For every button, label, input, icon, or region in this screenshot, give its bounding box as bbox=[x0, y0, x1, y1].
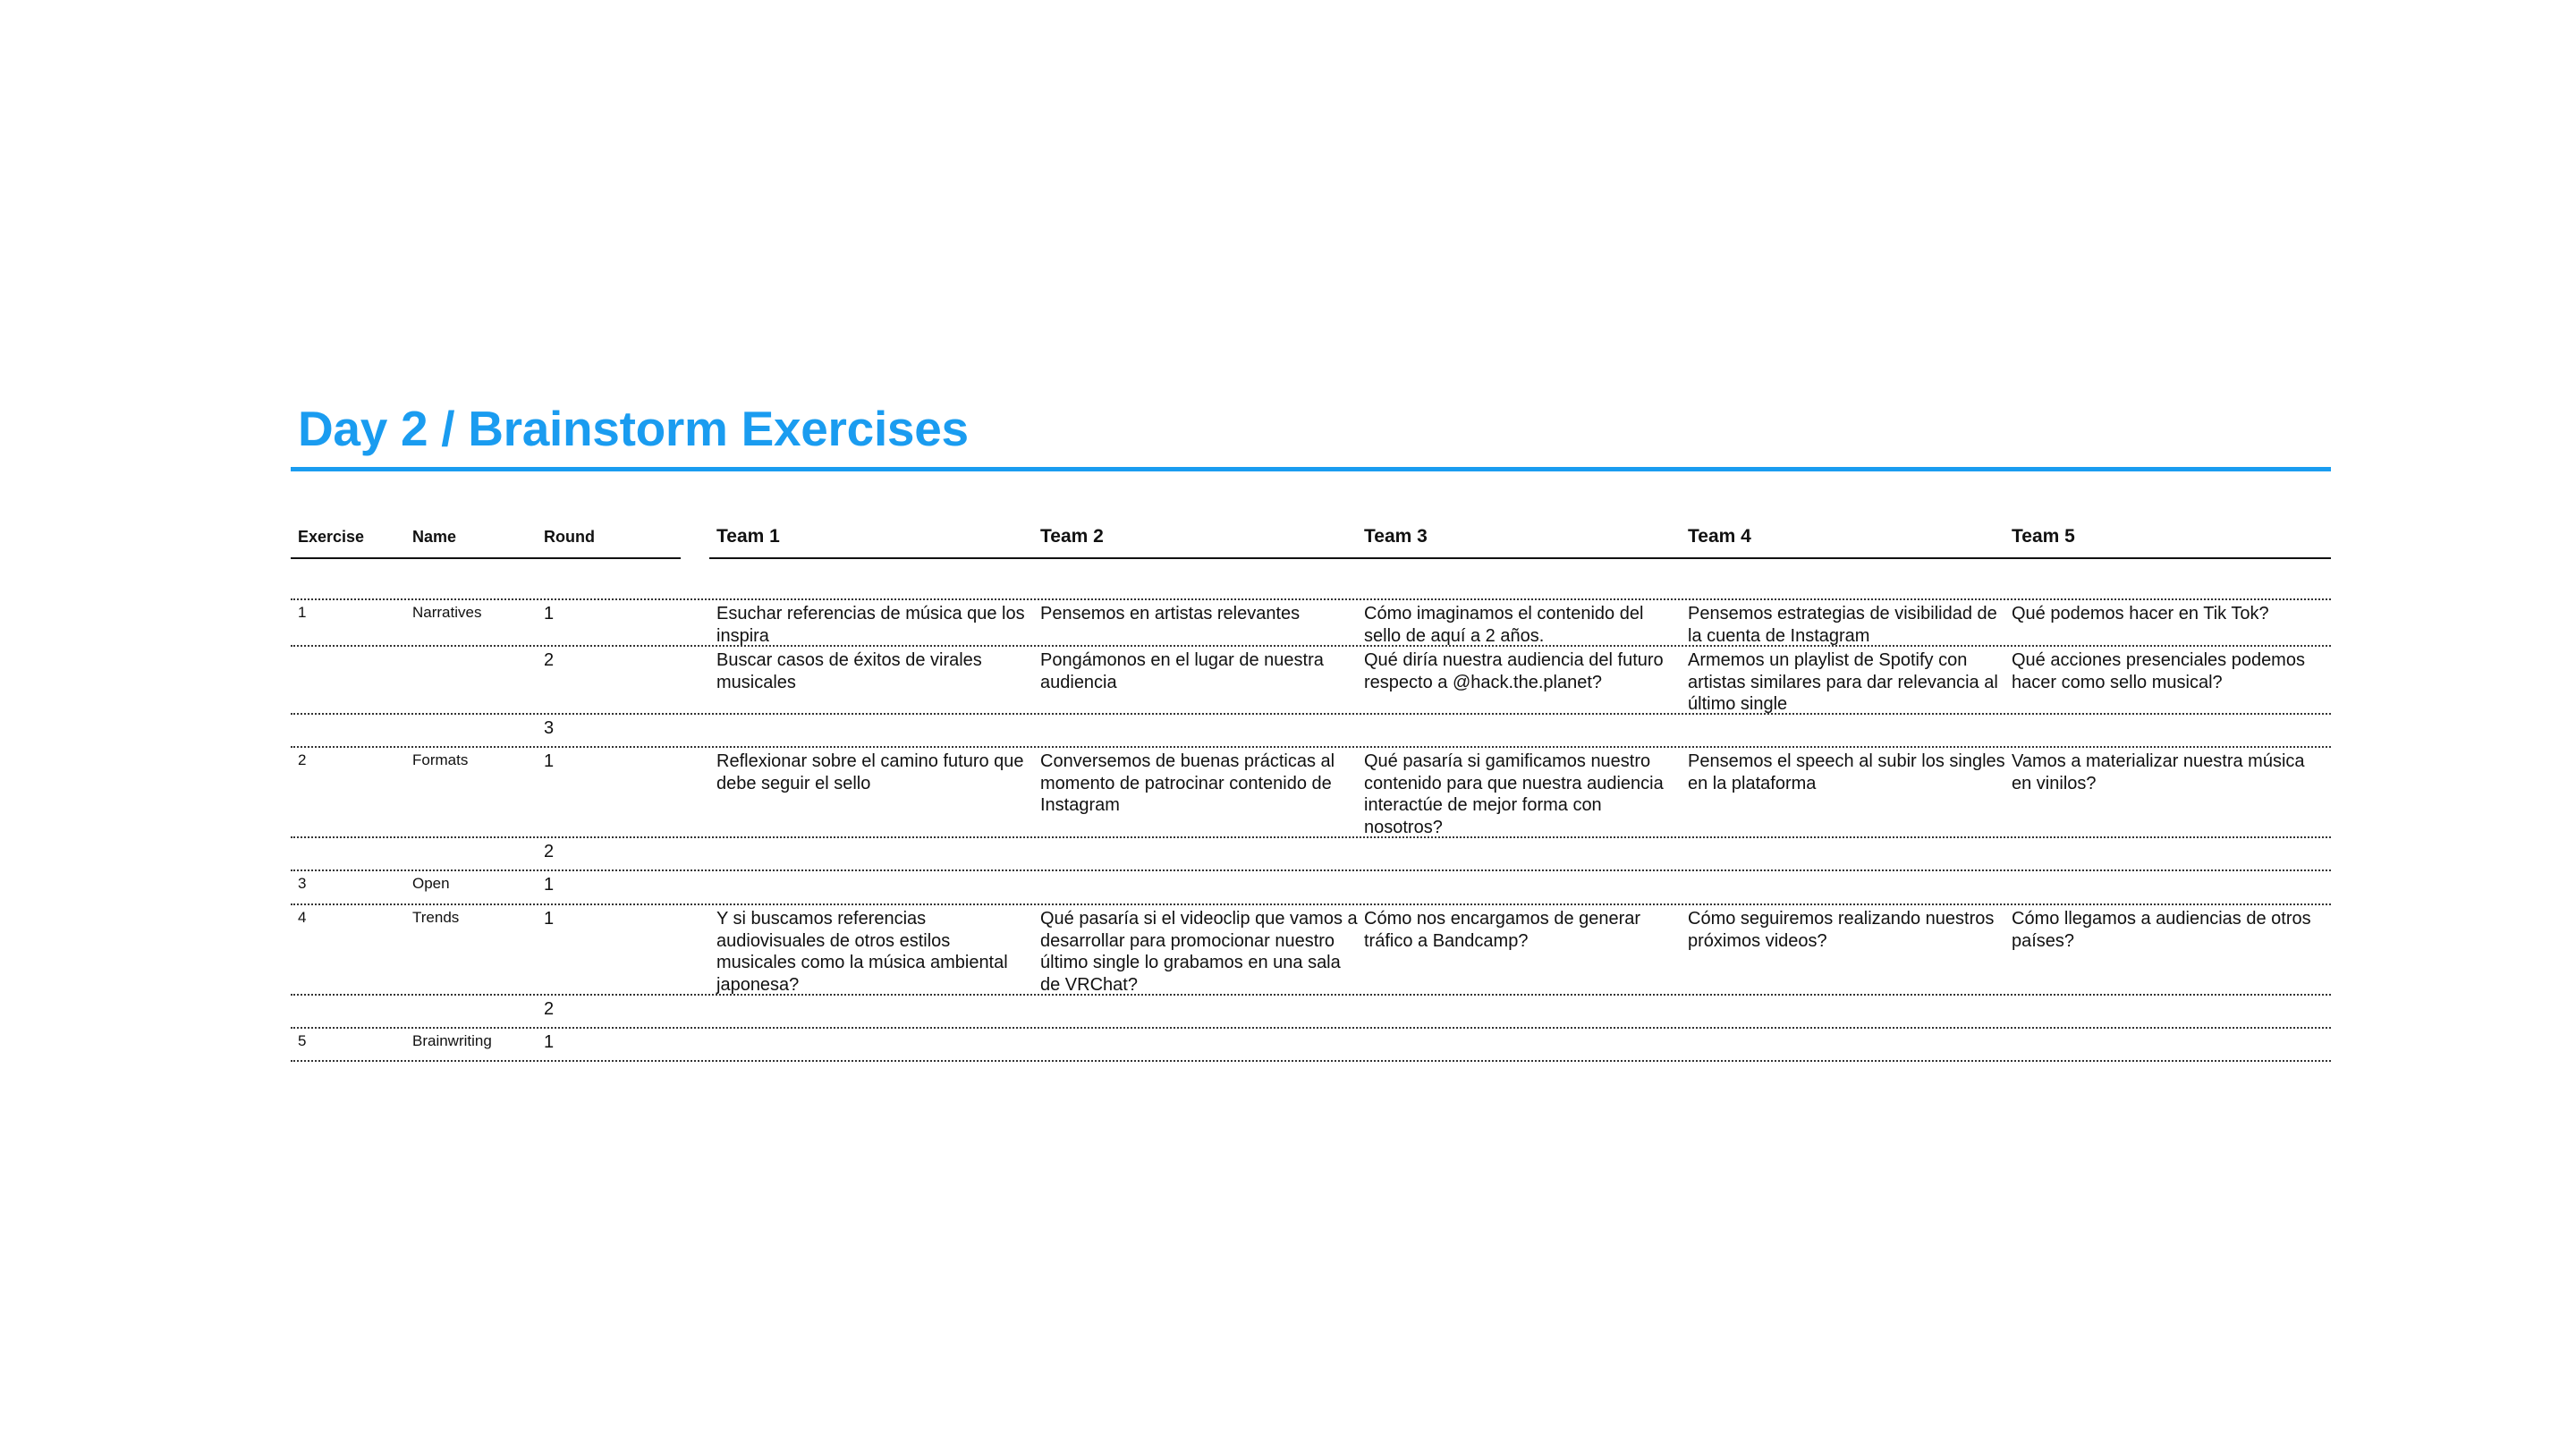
table-row bbox=[291, 903, 2331, 994]
round-number: 1 bbox=[544, 1032, 555, 1052]
exercise-number: 4 bbox=[298, 909, 307, 926]
team-2-cell: Conversemos de buenas prácticas al momento de patrocinar contenido de Instagram bbox=[1040, 751, 1335, 815]
team-5-cell: Qué acciones presenciales podemos hacer como sello musical? bbox=[2012, 650, 2305, 692]
round-number: 1 bbox=[544, 604, 555, 623]
team-5-cell: Vamos a materializar nuestra música en vinilos? bbox=[2012, 751, 2305, 793]
table-row bbox=[291, 713, 2331, 746]
header-team-3: Team 3 bbox=[1364, 526, 1428, 547]
round-number: 2 bbox=[544, 650, 555, 670]
table-header bbox=[291, 519, 2331, 561]
team-5-cell: Qué podemos hacer en Tik Tok? bbox=[2012, 604, 2269, 623]
header-team-1: Team 1 bbox=[716, 526, 780, 547]
table-row bbox=[291, 994, 2331, 1027]
team-3-cell: Qué diría nuestra audiencia del futuro respecto a @hack.the.planet? bbox=[1364, 650, 1664, 692]
exercise-name: Trends bbox=[412, 909, 460, 926]
header-rule-left bbox=[291, 557, 681, 559]
team-4-cell: Pensemos estrategias de visibilidad de la cuenta de Instagram bbox=[1688, 604, 1997, 646]
team-4-cell: Cómo seguiremos realizando nuestros próximos videos? bbox=[1688, 909, 1995, 951]
team-1-cell: Reflexionar sobre el camino futuro que debe seguir el sello bbox=[716, 751, 1024, 793]
exercise-name: Brainwriting bbox=[412, 1032, 492, 1049]
page-title: Day 2 / Brainstorm Exercises bbox=[298, 401, 969, 456]
table-row bbox=[291, 836, 2331, 869]
team-5-cell: Cómo llegamos a audiencias de otros países? bbox=[2012, 909, 2311, 951]
team-4-cell: Pensemos el speech al subir los singles en la plataforma bbox=[1688, 751, 2005, 793]
team-1-cell: Buscar casos de éxitos de virales musicales bbox=[716, 650, 982, 692]
round-number: 3 bbox=[544, 718, 555, 738]
round-number: 2 bbox=[544, 999, 555, 1019]
round-number: 1 bbox=[544, 751, 555, 771]
round-number: 2 bbox=[544, 842, 555, 861]
title-underline bbox=[291, 467, 2331, 471]
round-number: 1 bbox=[544, 875, 555, 895]
exercise-name: Narratives bbox=[412, 604, 482, 621]
team-3-cell: Cómo nos encargamos de generar tráfico a Bandcamp? bbox=[1364, 909, 1641, 951]
exercise-name: Formats bbox=[412, 751, 469, 768]
header-rule-right bbox=[709, 557, 2331, 559]
team-2-cell: Pensemos en artistas relevantes bbox=[1040, 604, 1301, 623]
header-exercise: Exercise bbox=[298, 528, 365, 546]
exercise-number: 3 bbox=[298, 875, 307, 892]
table-row bbox=[291, 1027, 2331, 1062]
header-spacer bbox=[291, 561, 2331, 598]
team-1-cell: Y si buscamos referencias audiovisuales de otros estilos musicales como la música ambiental japonesa? bbox=[716, 909, 1008, 995]
header-round: Round bbox=[544, 528, 595, 546]
exercise-number: 1 bbox=[298, 604, 307, 621]
round-number: 1 bbox=[544, 909, 555, 929]
exercise-number: 2 bbox=[298, 751, 307, 768]
header-team-4: Team 4 bbox=[1688, 526, 1751, 547]
table-row bbox=[291, 598, 2331, 645]
exercise-name: Open bbox=[412, 875, 450, 892]
exercises-table bbox=[291, 519, 2331, 1062]
header-team-5: Team 5 bbox=[2012, 526, 2075, 547]
team-4-cell: Armemos un playlist de Spotify con artistas similares para dar relevancia al último single bbox=[1688, 650, 1998, 714]
table-row bbox=[291, 645, 2331, 713]
table-row bbox=[291, 869, 2331, 903]
team-2-cell: Qué pasaría si el videoclip que vamos a desarrollar para promocionar nuestro último single lo grabamos en una sala de VRChat? bbox=[1040, 909, 1358, 995]
header-team-2: Team 2 bbox=[1040, 526, 1104, 547]
team-3-cell: Qué pasaría si gamificamos nuestro contenido para que nuestra audiencia interactúe de mejor forma con nosotros? bbox=[1364, 751, 1664, 837]
exercise-number: 5 bbox=[298, 1032, 307, 1049]
header-name: Name bbox=[412, 528, 457, 546]
team-1-cell: Esuchar referencias de música que los inspira bbox=[716, 604, 1025, 646]
table-row bbox=[291, 746, 2331, 836]
team-2-cell: Pongámonos en el lugar de nuestra audiencia bbox=[1040, 650, 1324, 692]
team-3-cell: Cómo imaginamos el contenido del sello de aquí a 2 años. bbox=[1364, 604, 1644, 646]
